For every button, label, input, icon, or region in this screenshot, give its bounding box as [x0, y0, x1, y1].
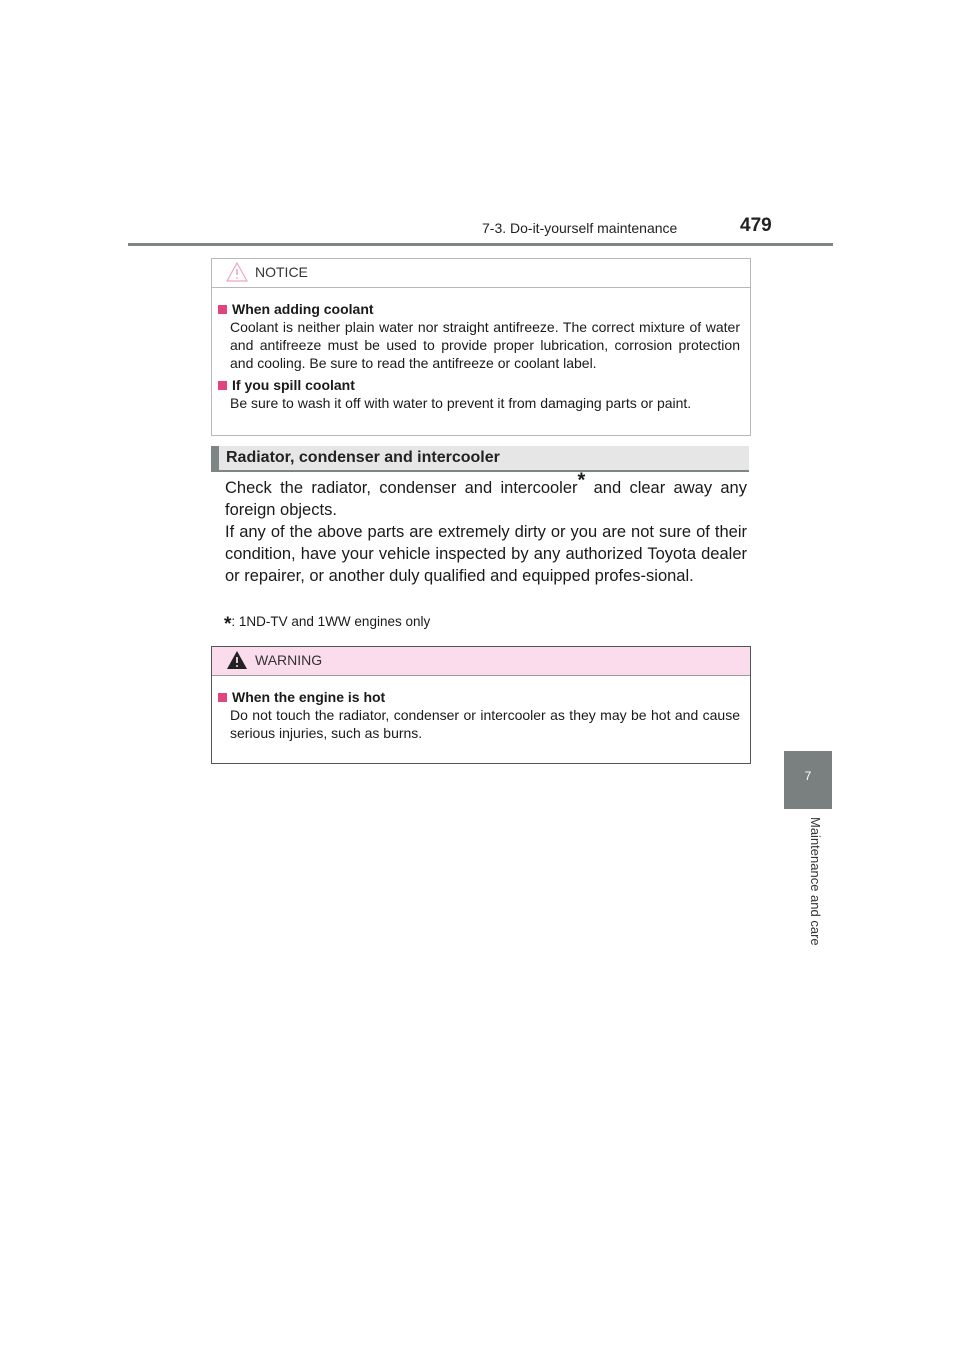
- notice-item-heading: When adding coolant: [218, 300, 740, 318]
- section-title: Radiator, condenser and intercooler: [226, 449, 500, 466]
- chapter-tab-label: Maintenance and care: [808, 817, 823, 946]
- warning-box: [211, 646, 751, 764]
- chapter-tab[interactable]: [784, 751, 832, 809]
- notice-box: [211, 258, 751, 436]
- footnote: *: 1ND-TV and 1WW engines only: [224, 614, 431, 635]
- page-number: 479: [740, 215, 772, 236]
- section-heading-bar: [211, 446, 749, 472]
- section-paragraph: Check the radiator, condenser and intercooler* and clear away any foreign objects.: [225, 469, 747, 519]
- warning-triangle-icon: [226, 650, 248, 670]
- warning-header: [212, 647, 750, 676]
- header-rule: [128, 243, 833, 246]
- caution-triangle-icon: [226, 262, 248, 282]
- square-bullet-icon: [218, 693, 227, 702]
- section-accent: [211, 446, 219, 470]
- notice-body: [212, 288, 750, 412]
- square-bullet-icon: [218, 381, 227, 390]
- notice-item-text: Coolant is neither plain water nor straight antifreeze. The correct mixture of water and antifreeze must be used to provide proper lubrication, corrosion protection and cooling. Be sure to read the antifreeze or coolant label.: [230, 319, 740, 371]
- notice-item-heading: If you spill coolant: [218, 376, 740, 394]
- warning-item-text: Do not touch the radiator, condenser or intercooler as they may be hot and cause serious injuries, such as burns.: [230, 707, 740, 741]
- chapter-tab-number: 7: [804, 769, 812, 783]
- footnote-star: *: [224, 614, 232, 635]
- notice-item-text: Be sure to wash it off with water to prevent it from damaging parts or paint.: [230, 395, 692, 411]
- notice-header: [212, 259, 750, 288]
- notice-title: NOTICE: [255, 264, 308, 280]
- warning-title: WARNING: [255, 652, 323, 668]
- warning-body: [212, 676, 750, 742]
- section-body: [225, 469, 747, 587]
- footnote-marker: *: [577, 469, 586, 492]
- header-section-title: 7-3. Do-it-yourself maintenance: [482, 220, 678, 236]
- section-paragraph: If any of the above parts are extremely dirty or you are not sure of their condition, have your vehicle inspected by any authorized Toyota dealer or repairer, or another duly qualified and equipped profes-sional.: [225, 523, 747, 585]
- warning-item-heading: When the engine is hot: [218, 688, 740, 706]
- square-bullet-icon: [218, 305, 227, 314]
